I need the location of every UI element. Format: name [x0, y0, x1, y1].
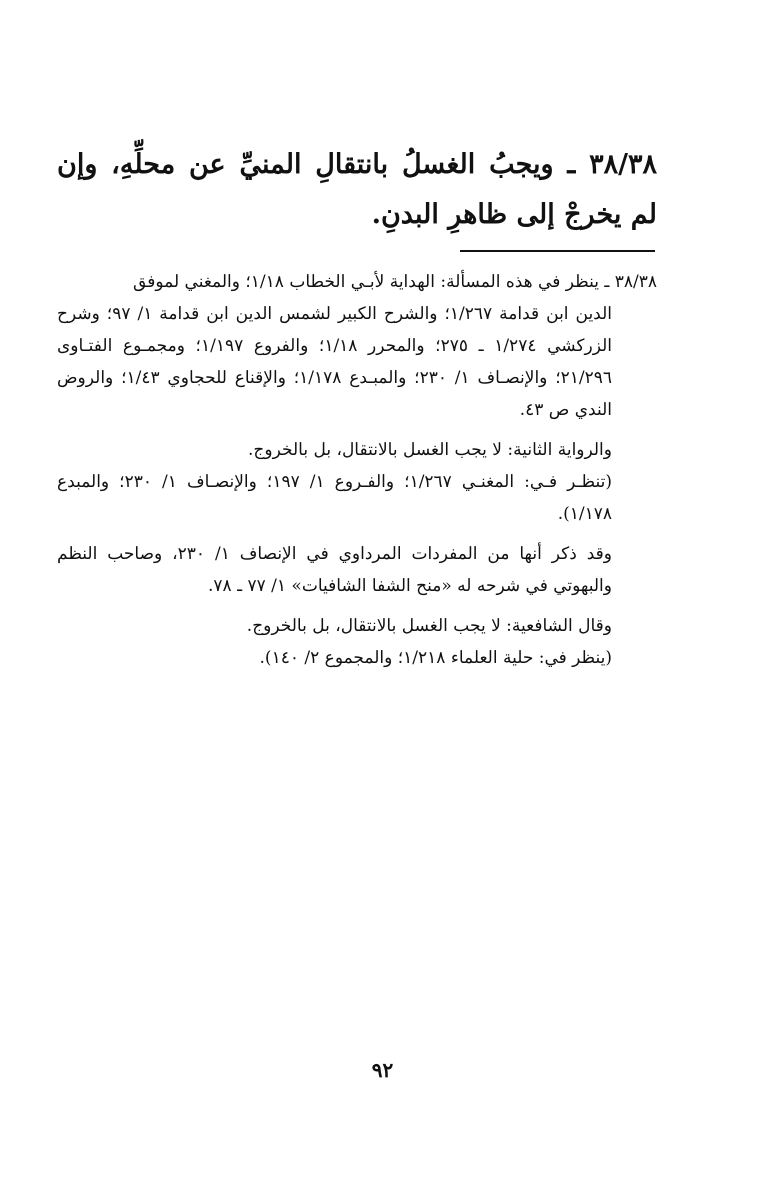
- footnote-number: ٣٨/٣٨: [614, 272, 657, 292]
- footnote-references: الدين ابن قدامة ١/٢٦٧؛ والشرح الكبير لشمس الدين ابن قدامة ١/ ٩٧؛ وشرح الزركشي ١/٢٧٤ ـ ٢٧٥؛ والمحرر ١/١٨؛ والفروع ١/١٩٧؛ ومجمـوع الفتـاوى ٢١/٢٩٦؛ والإنصـاف ١/ ٢٣٠؛ والمبـدع ١/١٧٨؛ والإقناع للحجاوي ١/٤٣؛ والروض الندي ص ٤٣.: [57, 304, 613, 420]
- footnote-dash: ـ: [604, 272, 610, 292]
- footnote-paragraph-3: (تنظـر فـي: المغنـي ١/٢٦٧؛ والفـروع ١/ ١٩٧؛ والإنصـاف ١/ ٢٣٠؛ والمبدع ١/١٧٨).: [57, 472, 612, 524]
- footnote-paragraph-6: (ينظر في: حلية العلماء ١/٢١٨؛ والمجموع ٢/ ١٤٠).: [259, 648, 612, 668]
- footnote-paragraph-5: وقال الشافعية: لا يجب الغسل بالانتقال، بل بالخروج.: [246, 616, 612, 636]
- page-number: ٩٢: [371, 1058, 394, 1082]
- main-text-block: [57, 140, 657, 240]
- footnote-paragraph-1: [57, 266, 657, 426]
- footnote-paragraph-4: وقد ذكر أنها من المفردات المرداوي في الإنصاف ١/ ٢٣٠، وصاحب النظم والبهوتي في شرحه له «منح الشفا الشافيات» ١/ ٧٧ ـ ٧٨.: [57, 544, 612, 596]
- footnotes-block: [57, 266, 657, 674]
- main-entry-dash: ـ: [567, 149, 576, 180]
- footnote-line-1: ينظر في هذه المسألة: الهداية لأبـي الخطاب ١/١٨؛ والمغني لموفق: [133, 272, 599, 292]
- main-text-line-2: ظاهرِ البدنِ.: [371, 199, 508, 230]
- footnote-paragraph-2: والرواية الثانية: لا يجب الغسل بالانتقال، بل بالخروج.: [248, 440, 612, 460]
- main-entry-number: ٣٨/٣٨: [589, 149, 657, 180]
- footnote-separator: [460, 250, 655, 252]
- main-text-line-1: ويجبُ الغسلُ بانتقالِ المنيِّ عن محلِّهِ، وإن لم يخرجْ إلى: [57, 149, 657, 230]
